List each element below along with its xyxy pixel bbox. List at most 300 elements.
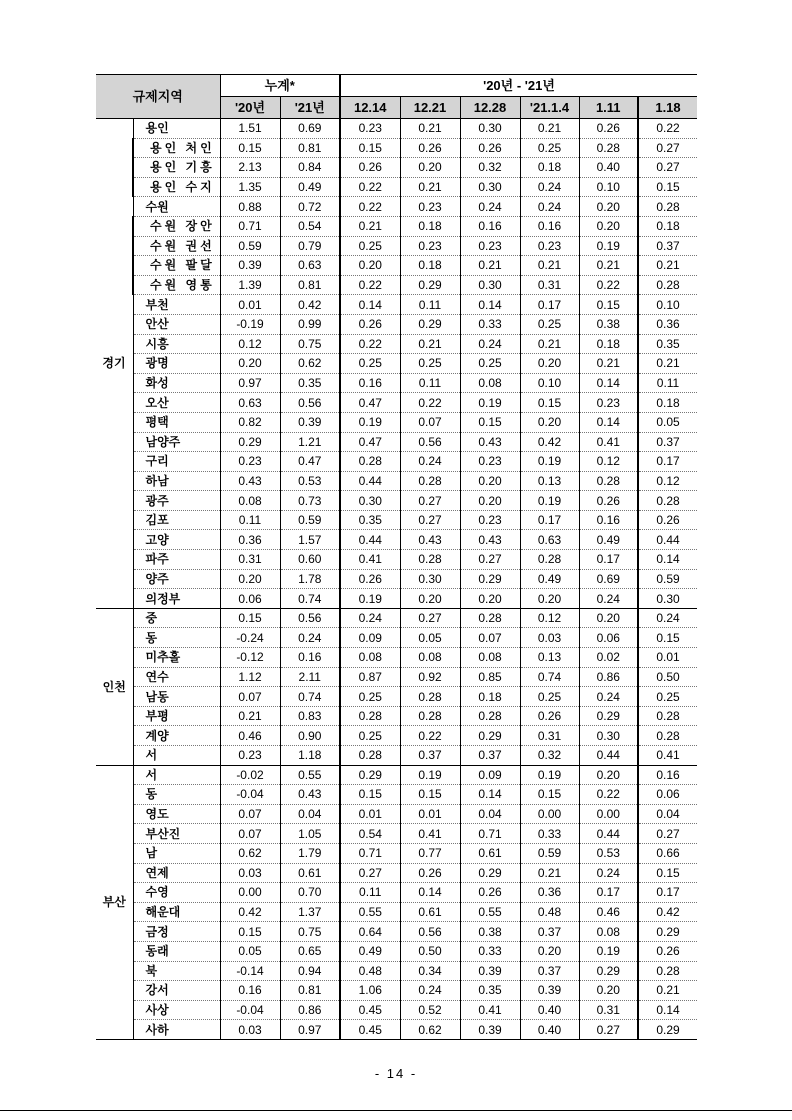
district-name bbox=[133, 765, 220, 785]
value-cell: 2.13 bbox=[220, 158, 280, 178]
value-cell: 0.19 bbox=[579, 236, 638, 256]
value-cell: 0.08 bbox=[220, 491, 280, 511]
value-cell: 0.16 bbox=[280, 648, 340, 668]
value-cell: 0.39 bbox=[520, 981, 579, 1001]
value-cell: 0.48 bbox=[340, 961, 400, 981]
table-row bbox=[96, 648, 697, 668]
value-cell: 0.28 bbox=[638, 961, 697, 981]
value-cell: 0.28 bbox=[638, 275, 697, 295]
value-cell: 0.27 bbox=[638, 158, 697, 178]
value-cell: 0.37 bbox=[460, 746, 520, 766]
district-name-text: 수원 권선 bbox=[150, 238, 215, 253]
value-cell: 0.11 bbox=[400, 373, 460, 393]
value-cell: 0.07 bbox=[400, 412, 460, 432]
district-name bbox=[133, 550, 220, 570]
value-cell: 0.62 bbox=[400, 1020, 460, 1040]
district-name-text: 동 bbox=[145, 787, 158, 802]
value-cell: 1.18 bbox=[280, 746, 340, 766]
value-cell: 0.10 bbox=[579, 177, 638, 197]
value-cell: 0.59 bbox=[638, 569, 697, 589]
district-name-text: 연수 bbox=[145, 669, 169, 684]
value-cell: 0.24 bbox=[400, 452, 460, 472]
value-cell: 0.31 bbox=[520, 275, 579, 295]
value-cell: 0.47 bbox=[340, 393, 400, 413]
district-name-text: 용인 처인 bbox=[150, 140, 215, 155]
value-cell: 0.04 bbox=[280, 804, 340, 824]
value-cell: 0.28 bbox=[400, 550, 460, 570]
value-cell: 0.42 bbox=[520, 432, 579, 452]
value-cell: 0.15 bbox=[220, 608, 280, 628]
value-cell: 0.72 bbox=[280, 197, 340, 217]
value-cell: 0.22 bbox=[340, 177, 400, 197]
table-row bbox=[96, 256, 697, 276]
value-cell: 0.05 bbox=[400, 628, 460, 648]
value-cell: 0.41 bbox=[638, 746, 697, 766]
value-cell: 0.39 bbox=[460, 961, 520, 981]
district-name bbox=[133, 354, 220, 374]
value-cell: 0.03 bbox=[220, 1020, 280, 1040]
table-row bbox=[96, 1020, 697, 1040]
value-cell: 0.21 bbox=[460, 256, 520, 276]
value-cell: 0.33 bbox=[520, 824, 579, 844]
value-cell: 0.09 bbox=[460, 765, 520, 785]
district-name bbox=[133, 236, 220, 256]
value-cell: 0.20 bbox=[520, 941, 579, 961]
table-row bbox=[96, 941, 697, 961]
district-name-text: 용인 기흥 bbox=[150, 160, 215, 175]
value-cell: 0.38 bbox=[460, 922, 520, 942]
district-name bbox=[133, 295, 220, 315]
value-cell: 0.23 bbox=[579, 393, 638, 413]
value-cell: 0.13 bbox=[520, 648, 579, 668]
price-change-table bbox=[96, 74, 697, 1040]
value-cell: 0.22 bbox=[340, 197, 400, 217]
value-cell: 0.01 bbox=[638, 648, 697, 668]
value-cell: 0.02 bbox=[579, 648, 638, 668]
value-cell: 0.30 bbox=[638, 589, 697, 609]
value-cell: 0.77 bbox=[400, 843, 460, 863]
value-cell: 0.06 bbox=[638, 785, 697, 805]
table-row bbox=[96, 569, 697, 589]
district-name-text: 수원 bbox=[145, 199, 169, 214]
table-row bbox=[96, 746, 697, 766]
district-name-text: 수원 장안 bbox=[150, 219, 215, 234]
table-row bbox=[96, 804, 697, 824]
value-cell: 0.74 bbox=[280, 687, 340, 707]
table-row bbox=[96, 863, 697, 883]
value-cell: 0.20 bbox=[460, 589, 520, 609]
value-cell: 0.23 bbox=[460, 452, 520, 472]
value-cell: 0.62 bbox=[280, 354, 340, 374]
value-cell: 0.62 bbox=[220, 843, 280, 863]
value-cell: 0.15 bbox=[520, 785, 579, 805]
value-cell: 0.52 bbox=[400, 1000, 460, 1020]
value-cell: 0.55 bbox=[340, 902, 400, 922]
value-cell: 0.15 bbox=[579, 295, 638, 315]
value-cell: 0.54 bbox=[280, 216, 340, 236]
district-name-text: 서 bbox=[145, 748, 158, 763]
table-row bbox=[96, 373, 697, 393]
district-name-text: 평택 bbox=[145, 415, 169, 430]
value-cell: 0.75 bbox=[280, 922, 340, 942]
value-cell: 0.28 bbox=[340, 706, 400, 726]
district-name-text: 부평 bbox=[145, 709, 169, 724]
district-name bbox=[133, 491, 220, 511]
value-cell: 0.01 bbox=[400, 804, 460, 824]
table-row bbox=[96, 706, 697, 726]
value-cell: 0.21 bbox=[520, 863, 579, 883]
value-cell: 0.07 bbox=[220, 804, 280, 824]
district-name-text: 연제 bbox=[145, 865, 169, 880]
district-name bbox=[133, 530, 220, 550]
header-year-21: '21년 bbox=[280, 97, 340, 119]
value-cell: 0.15 bbox=[460, 412, 520, 432]
value-cell: 0.26 bbox=[638, 510, 697, 530]
table-row bbox=[96, 1000, 697, 1020]
value-cell: 0.12 bbox=[520, 608, 579, 628]
district-name bbox=[133, 138, 220, 158]
value-cell: 0.30 bbox=[400, 569, 460, 589]
value-cell: 0.22 bbox=[340, 275, 400, 295]
district-name-text: 오산 bbox=[145, 395, 169, 410]
district-name bbox=[133, 510, 220, 530]
value-cell: 0.37 bbox=[400, 746, 460, 766]
table-row bbox=[96, 432, 697, 452]
value-cell: 0.29 bbox=[460, 569, 520, 589]
value-cell: 0.15 bbox=[220, 138, 280, 158]
value-cell: 0.23 bbox=[340, 119, 400, 139]
value-cell: 1.06 bbox=[340, 981, 400, 1001]
value-cell: 0.21 bbox=[520, 256, 579, 276]
district-name bbox=[133, 1000, 220, 1020]
value-cell: 0.88 bbox=[220, 197, 280, 217]
value-cell: 0.53 bbox=[579, 843, 638, 863]
value-cell: 0.21 bbox=[520, 334, 579, 354]
value-cell: -0.04 bbox=[220, 1000, 280, 1020]
table-row bbox=[96, 177, 697, 197]
table-row bbox=[96, 510, 697, 530]
value-cell: 0.23 bbox=[220, 746, 280, 766]
value-cell: 0.08 bbox=[340, 648, 400, 668]
value-cell: 0.28 bbox=[579, 138, 638, 158]
value-cell: 0.56 bbox=[280, 608, 340, 628]
value-cell: 0.30 bbox=[340, 491, 400, 511]
district-name-text: 용인 수지 bbox=[150, 180, 215, 195]
value-cell: 0.61 bbox=[460, 843, 520, 863]
value-cell: 0.14 bbox=[579, 412, 638, 432]
value-cell: 0.64 bbox=[340, 922, 400, 942]
value-cell: 0.13 bbox=[520, 471, 579, 491]
value-cell: 0.32 bbox=[520, 746, 579, 766]
value-cell: 0.40 bbox=[579, 158, 638, 178]
value-cell: 0.24 bbox=[460, 197, 520, 217]
value-cell: 0.45 bbox=[340, 1000, 400, 1020]
value-cell: 1.57 bbox=[280, 530, 340, 550]
value-cell: 1.35 bbox=[220, 177, 280, 197]
table-row bbox=[96, 216, 697, 236]
region-label: 경기 bbox=[96, 119, 133, 609]
value-cell: 0.20 bbox=[520, 412, 579, 432]
value-cell: 0.16 bbox=[579, 510, 638, 530]
district-name-text: 중 bbox=[145, 611, 158, 626]
value-cell: 0.29 bbox=[460, 726, 520, 746]
value-cell: 0.29 bbox=[579, 706, 638, 726]
table-row bbox=[96, 961, 697, 981]
value-cell: -0.04 bbox=[220, 785, 280, 805]
value-cell: 0.16 bbox=[520, 216, 579, 236]
district-name bbox=[133, 785, 220, 805]
value-cell: 0.15 bbox=[220, 922, 280, 942]
value-cell: 0.18 bbox=[520, 158, 579, 178]
district-name bbox=[133, 648, 220, 668]
value-cell: 0.36 bbox=[520, 883, 579, 903]
value-cell: 0.99 bbox=[280, 314, 340, 334]
page-number: - 14 - bbox=[374, 1066, 418, 1081]
district-name-text: 미추홀 bbox=[145, 650, 181, 665]
table-row bbox=[96, 765, 697, 785]
district-name-text: 안산 bbox=[145, 317, 169, 332]
value-cell: 0.16 bbox=[340, 373, 400, 393]
value-cell: 0.35 bbox=[638, 334, 697, 354]
value-cell: 0.20 bbox=[579, 197, 638, 217]
value-cell: 0.45 bbox=[340, 1020, 400, 1040]
value-cell: 0.23 bbox=[220, 452, 280, 472]
value-cell: 0.56 bbox=[400, 432, 460, 452]
district-name-text: 하남 bbox=[145, 473, 169, 488]
table-row bbox=[96, 628, 697, 648]
region-label: 부산 bbox=[96, 765, 133, 1039]
value-cell: 0.61 bbox=[280, 863, 340, 883]
value-cell: 0.82 bbox=[220, 412, 280, 432]
value-cell: 0.25 bbox=[400, 354, 460, 374]
value-cell: 0.87 bbox=[340, 667, 400, 687]
value-cell: 0.60 bbox=[280, 550, 340, 570]
value-cell: 0.14 bbox=[400, 883, 460, 903]
district-name bbox=[133, 589, 220, 609]
value-cell: 0.10 bbox=[638, 295, 697, 315]
value-cell: 0.03 bbox=[520, 628, 579, 648]
value-cell: 0.29 bbox=[220, 432, 280, 452]
value-cell: 0.28 bbox=[400, 687, 460, 707]
value-cell: 0.18 bbox=[638, 393, 697, 413]
value-cell: 0.15 bbox=[638, 863, 697, 883]
header-period: '20년 - '21년 bbox=[340, 75, 697, 97]
value-cell: 0.46 bbox=[220, 726, 280, 746]
value-cell: 0.31 bbox=[579, 1000, 638, 1020]
value-cell: 0.40 bbox=[520, 1000, 579, 1020]
value-cell: 0.15 bbox=[638, 628, 697, 648]
value-cell: 0.22 bbox=[638, 119, 697, 139]
table-row bbox=[96, 119, 697, 139]
table-row bbox=[96, 275, 697, 295]
value-cell: 0.36 bbox=[220, 530, 280, 550]
value-cell: 0.21 bbox=[340, 216, 400, 236]
value-cell: -0.19 bbox=[220, 314, 280, 334]
value-cell: 0.43 bbox=[460, 530, 520, 550]
table-row bbox=[96, 843, 697, 863]
table-row bbox=[96, 667, 697, 687]
district-name bbox=[133, 119, 220, 139]
value-cell: 0.35 bbox=[460, 981, 520, 1001]
value-cell: 0.44 bbox=[340, 530, 400, 550]
value-cell: 0.24 bbox=[280, 628, 340, 648]
value-cell: 0.24 bbox=[638, 608, 697, 628]
district-name-text: 광주 bbox=[145, 493, 169, 508]
value-cell: 0.17 bbox=[638, 452, 697, 472]
value-cell: 0.20 bbox=[579, 765, 638, 785]
value-cell: 0.26 bbox=[579, 119, 638, 139]
table-row bbox=[96, 824, 697, 844]
value-cell: 0.22 bbox=[400, 393, 460, 413]
value-cell: 0.18 bbox=[400, 256, 460, 276]
value-cell: 0.19 bbox=[520, 491, 579, 511]
district-name bbox=[133, 393, 220, 413]
value-cell: 0.35 bbox=[280, 373, 340, 393]
value-cell: 0.41 bbox=[400, 824, 460, 844]
value-cell: 0.49 bbox=[340, 941, 400, 961]
value-cell: 0.21 bbox=[400, 177, 460, 197]
value-cell: 0.30 bbox=[460, 177, 520, 197]
value-cell: 0.50 bbox=[400, 941, 460, 961]
value-cell: 0.29 bbox=[579, 961, 638, 981]
district-name-text: 양주 bbox=[145, 571, 169, 586]
value-cell: 0.25 bbox=[340, 236, 400, 256]
district-name bbox=[133, 981, 220, 1001]
value-cell: 0.21 bbox=[579, 354, 638, 374]
value-cell: 0.07 bbox=[460, 628, 520, 648]
table-row bbox=[96, 687, 697, 707]
value-cell: 0.23 bbox=[460, 236, 520, 256]
district-name bbox=[133, 824, 220, 844]
value-cell: 0.14 bbox=[579, 373, 638, 393]
district-name-text: 북 bbox=[145, 963, 158, 978]
district-name bbox=[133, 961, 220, 981]
value-cell: 0.04 bbox=[638, 804, 697, 824]
value-cell: 0.41 bbox=[579, 432, 638, 452]
value-cell: 0.08 bbox=[460, 648, 520, 668]
value-cell: 0.17 bbox=[520, 510, 579, 530]
value-cell: 0.49 bbox=[280, 177, 340, 197]
value-cell: 1.51 bbox=[220, 119, 280, 139]
value-cell: 0.29 bbox=[400, 275, 460, 295]
value-cell: 0.16 bbox=[220, 981, 280, 1001]
table-row bbox=[96, 785, 697, 805]
value-cell: 1.78 bbox=[280, 569, 340, 589]
table-row bbox=[96, 981, 697, 1001]
value-cell: 0.11 bbox=[638, 373, 697, 393]
value-cell: 0.14 bbox=[460, 785, 520, 805]
table-row bbox=[96, 902, 697, 922]
value-cell: 0.05 bbox=[638, 412, 697, 432]
value-cell: 0.71 bbox=[340, 843, 400, 863]
value-cell: 0.74 bbox=[520, 667, 579, 687]
value-cell: 0.49 bbox=[520, 569, 579, 589]
value-cell: 0.94 bbox=[280, 961, 340, 981]
table-row bbox=[96, 589, 697, 609]
value-cell: 1.79 bbox=[280, 843, 340, 863]
district-name-text: 부산진 bbox=[145, 826, 181, 841]
value-cell: 0.26 bbox=[340, 314, 400, 334]
district-name-text: 남동 bbox=[145, 689, 169, 704]
district-name-text: 구리 bbox=[145, 454, 169, 469]
district-name bbox=[133, 314, 220, 334]
value-cell: 0.26 bbox=[400, 863, 460, 883]
district-name bbox=[133, 432, 220, 452]
value-cell: 0.34 bbox=[400, 961, 460, 981]
table-row bbox=[96, 550, 697, 570]
value-cell: 0.08 bbox=[400, 648, 460, 668]
value-cell: 0.21 bbox=[520, 119, 579, 139]
value-cell: 0.00 bbox=[520, 804, 579, 824]
value-cell: 0.33 bbox=[460, 941, 520, 961]
district-name bbox=[133, 412, 220, 432]
district-name bbox=[133, 726, 220, 746]
district-name bbox=[133, 334, 220, 354]
value-cell: 2.11 bbox=[280, 667, 340, 687]
value-cell: 0.17 bbox=[520, 295, 579, 315]
district-name-text: 동래 bbox=[145, 944, 169, 959]
value-cell: 0.38 bbox=[579, 314, 638, 334]
value-cell: 0.36 bbox=[638, 314, 697, 334]
district-name bbox=[133, 256, 220, 276]
district-name bbox=[133, 667, 220, 687]
value-cell: 0.86 bbox=[280, 1000, 340, 1020]
value-cell: -0.12 bbox=[220, 648, 280, 668]
value-cell: 0.44 bbox=[579, 824, 638, 844]
table-row bbox=[96, 883, 697, 903]
value-cell: 0.56 bbox=[280, 393, 340, 413]
value-cell: 0.18 bbox=[579, 334, 638, 354]
value-cell: 0.17 bbox=[638, 883, 697, 903]
value-cell: 0.19 bbox=[340, 412, 400, 432]
value-cell: 0.25 bbox=[520, 138, 579, 158]
value-cell: 0.27 bbox=[400, 608, 460, 628]
value-cell: -0.14 bbox=[220, 961, 280, 981]
value-cell: 0.74 bbox=[280, 589, 340, 609]
value-cell: 0.20 bbox=[579, 981, 638, 1001]
value-cell: -0.02 bbox=[220, 765, 280, 785]
value-cell: 0.19 bbox=[579, 941, 638, 961]
district-name-text: 해운대 bbox=[145, 905, 181, 920]
value-cell: 1.05 bbox=[280, 824, 340, 844]
value-cell: 0.15 bbox=[520, 393, 579, 413]
value-cell: 0.49 bbox=[579, 530, 638, 550]
value-cell: 0.33 bbox=[460, 314, 520, 334]
value-cell: 0.15 bbox=[340, 785, 400, 805]
value-cell: 0.27 bbox=[340, 863, 400, 883]
value-cell: 0.26 bbox=[460, 138, 520, 158]
table-row bbox=[96, 236, 697, 256]
value-cell: 0.32 bbox=[460, 158, 520, 178]
value-cell: 0.28 bbox=[638, 491, 697, 511]
value-cell: 0.84 bbox=[280, 158, 340, 178]
district-name bbox=[133, 746, 220, 766]
value-cell: 0.22 bbox=[579, 275, 638, 295]
district-name bbox=[133, 471, 220, 491]
header-region: 규제지역 bbox=[96, 75, 220, 119]
value-cell: 0.23 bbox=[520, 236, 579, 256]
header-week-0118: 1.18 bbox=[638, 97, 697, 119]
district-name-text: 부천 bbox=[145, 297, 169, 312]
district-name-text: 의정부 bbox=[145, 591, 181, 606]
value-cell: 0.19 bbox=[460, 393, 520, 413]
value-cell: 0.55 bbox=[460, 902, 520, 922]
value-cell: 0.11 bbox=[220, 510, 280, 530]
table-row bbox=[96, 412, 697, 432]
value-cell: 0.00 bbox=[220, 883, 280, 903]
value-cell: -0.24 bbox=[220, 628, 280, 648]
value-cell: 0.04 bbox=[460, 804, 520, 824]
